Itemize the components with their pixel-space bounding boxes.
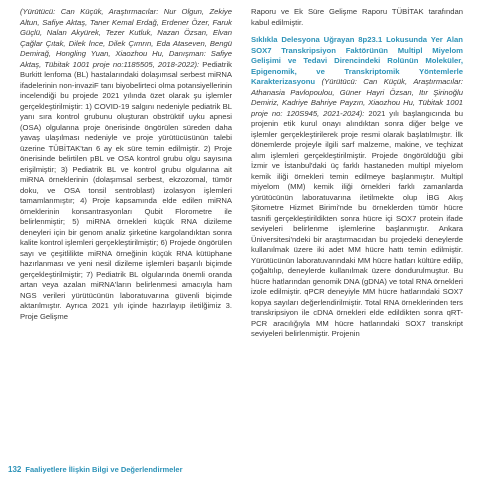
left-column xyxy=(20,7,232,322)
left-authors: (Yürütücü: Can Küçük, Araştırmacılar: Nur Olgun, Zekiye Altun, Safiye Aktaş, Taner Kemal Erdağ, Erdener Özer, Faruk Güçlü, Nalan Akyürek, Tezer Kutluk, Nazan Özsan, Elvan Çağlar Çıtak, Dilek İnce, Dilek Çımrın, Eda Ataseven, Bengü Demirağ, Hongling Yuan, Xiaozhou Hu, Danışman: Safiye Aktaş, Tübitak 1001 proje no:1185505, 2018-2022): xyxy=(20,7,232,69)
footer-title: Faaliyetlere İlişkin Bilgi ve Değerlendirmeler xyxy=(25,465,183,474)
left-paragraph xyxy=(20,7,232,322)
section-title: Sıklıkla Delesyona Uğrayan 8p23.1 Lokusunda Yer Alan SOX7 Transkripsiyon Faktörünün Multipl Miyelom Gelişimi ve Tedavi Direncindeki Rolünün Moleküler, Epigenomik, ve Transkriptomik Yöntemlerle Karakterizasyonu xyxy=(251,35,463,86)
right-paragraph xyxy=(251,35,463,340)
right-authors: (Yürütücü: Can Küçük, Araştırmacılar: Athanasia Pavlopoulou, Güner Hayri Özsan, Itır Şirinoğlu Demiriz, Kadriye Bahriye Payzın, Xiaozhou Hu, Tübitak 1001 proje no: 120S945, 2021-2024): xyxy=(251,77,463,118)
page-number: 132 xyxy=(8,465,22,474)
paragraph-spacer xyxy=(251,28,463,35)
right-intro: Raporu ve Ek Süre Gelişme Raporu TÜBİTAK tarafından kabul edilmiştir. xyxy=(251,7,463,27)
page-footer xyxy=(8,465,183,474)
left-body: Pediatrik Burkitt lenfoma (BL) hastalarındaki dolaşımsal serbest miRNA ifadelerinin non-invaziF tanı biyobelirteci olma potansiyellerinin incelendiği bu projede 2021 yılında özet olarak şu işlemler gerçekleştirilmiştir: 1) COVID-19 salgını nedeniyle pediatrik BL yanı sıra kontrol grubunu oluşturan obstrüktif uyku apnesi (OSA) olgulanna proje önerisinde öngörülen süreden daha yavaş ulaşılması nedeniyle ve proje yürütücüsünün talebi üzerine TÜBİTAK'tan 6 ay ek süre temin edilmiştir. 2) Proje önerisinde belirtilen pBL ve OSA kontrol grubu olgu sayısına erişilmiştir; 3) Pediatrik BL ve kontrol grubu olgularına ait miRNA örneklerinin (dolaşımsal serbest, ekzozomal, tümör doku, ve OSA tonsil sentroblast) izolasyon işlemleri tamamlanmıştır; 4) Proje kapsamında elde edilen miRNA örneklerinin konsantrasyonları Qubit Florometre ile belirlenmiştir; 5) miRNA örnekleri küçük RNA dizileme deneyleri için bir genom analiz şirketine kargolandıktan sonra kalite kontrol işlemleri gerçekleştirilmiştir; 6) Projede öngörülen sayı ve çeşitlilikte miRNA örneğinin küçük RNA kütüphane hazırlanması ve yeni nesil dizileme işlemleri başarılı biçimde gerçekleştirilmiştir; 7) Pediatrik BL olgularında önemli oranda artan veya azalan miRNA'ların belirlenmesi amacıyla ham NGS verileri yürütücünün laboratuvarına güvenli biçimde aktarılmıştır. Ayrıca 2021 yılı içinde hazırlayıp iletilğimiz 3. Proje Gelişme xyxy=(20,59,232,321)
right-body: 2021 yılı başlangıcında bu projenin etik kurul onayı alındıktan sonra diğer belge ve işlemler gerçekleştirilerek proje resmi olarak başlatılmıştır. İlk dönemlerde projeyle ilgili sarf malzeme, makine, ve teçhizat alım işlemleri gerçekleştirilmiştir. Projede öngörüldüğü gibi İzmir ve İstanbul'daki üç farklı hastaneden multipl miyelom kemik iliği örnekleri temin edilmeye başlanmıştır. Multipl miyelom (MM) kemik iliği örnekleri farklı zamanlarda yürütücünün laboratuvarına iletilmekte olup İBG Akış Şitometre Hizmet Birimi'nde bu örneklerden tümör hücre tasnifi gerçekleştirildikten sonra hücre içi SOX7 protein ifade seviyeleri belirlenme işlemlerine başlanmıştır. Ankara Üniversitesi'ndeki bir araştırmacıdan bu projedeki deneylerde kullanılmak üzere iki adet MM hücre hattı temin edilmiştir. Yürütücünün laboratuvarındaki MM hücre hatları kültüre edilip, çoğaltılıp, deneylerde kullanılmak üzere dondurulmuştur. Bu hücre hatlarından genomik DNA (gDNA) ve total RNA örnekleri izole edilmiştir. qPCR deneyiyle MM hücre hatlarındaki SOX7 kopya sayıları değerlendirilmiştir. Total RNA örneklerinden ters transkripsiyon ile cDNA örnekleri elde edildikten sonra qRT-PCR aracılığıyla MM hücre hatlarındaki SOX7 transkript seviyeleri belirlenmiştir. Projenin xyxy=(251,108,463,338)
right-column xyxy=(251,7,463,340)
